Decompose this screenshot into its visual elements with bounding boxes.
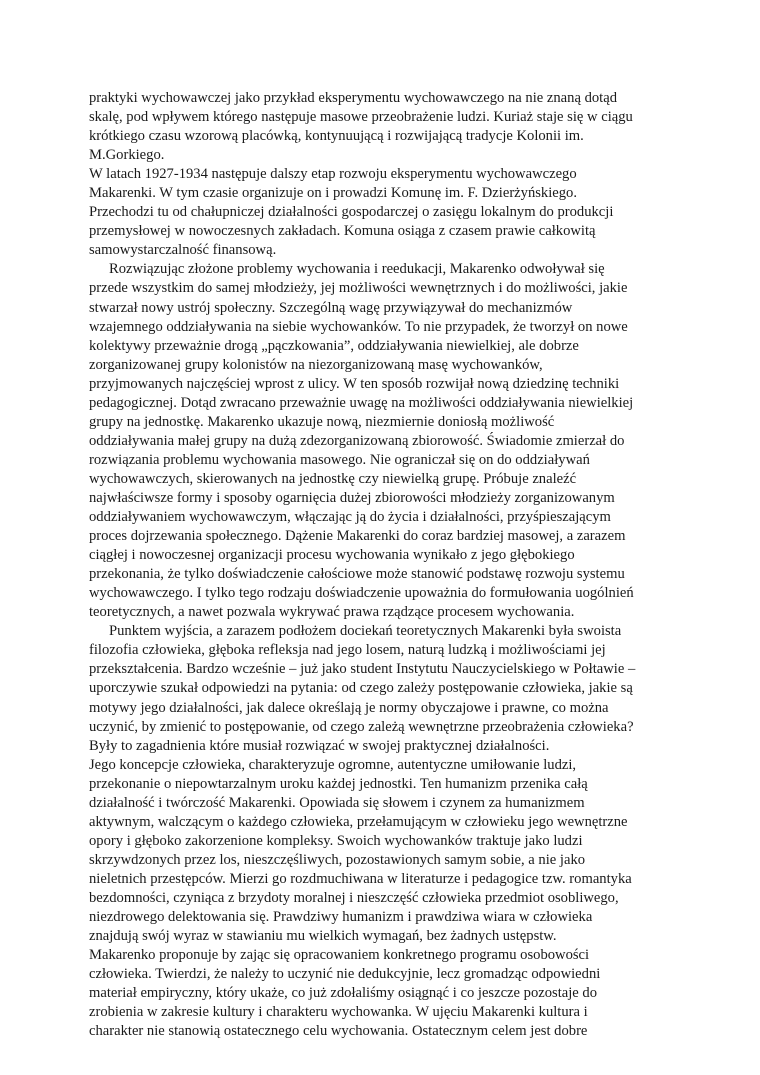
text-line: uporczywie szukał odpowiedzi na pytania: od czego zależy postępowanie człowieka, jakie są [89, 680, 633, 697]
text-line: znajdują swój wyraz w stawianiu mu wielkich wymagań, bez żadnych ustępstw. [89, 928, 557, 945]
text-line: proces dojrzewania społecznego. Dążenie Makarenki do coraz bardziej masowej, a zarazem [89, 528, 626, 545]
text-line: przekonanie o niepowtarzalnym uroku każdej jednostki. Ten humanizm przenika całą [89, 775, 588, 792]
text-line: przemysłowej w nowoczesnych zakładach. Komuna osiąga z czasem prawie całkowitą [89, 223, 596, 240]
text-line: Punktem wyjścia, a zarazem podłożem dociekań teoretycznych Makarenki była swoista [109, 623, 622, 640]
text-line: wzajemnego oddziaływania na siebie wychowanków. To nie przypadek, że tworzył on nowe [89, 318, 628, 335]
text-line: aktywnym, walczącym o każdego człowieka, przełamującym w człowieku jego wewnętrzne [89, 813, 628, 830]
text-line: stwarzał nowy ustrój społeczny. Szczególną wagę przywiązywał do mechanizmów [89, 299, 573, 316]
text-line: oddziaływania małej grupy na dużą zdezorganizowaną zbiorowość. Świadomie zmierzał do [89, 432, 625, 449]
text-line: przekonania, że tylko doświadczenie całościowe może stanowić podstawę rozwoju systemu [89, 566, 625, 583]
text-line: motywy jego działalności, jak dalece określają je normy obyczajowe i prawne, co można [89, 699, 609, 716]
text-line: zorganizowanej grupy kolonistów na niezorganizowaną masę wychowanków, [89, 356, 543, 373]
text-line: przyjmowanych najczęściej wprost z ulicy. W ten sposób rozwijał nową dziedzinę techniki [89, 375, 620, 392]
text-line: kolektywy przeważnie drogą „pączkowania”, oddziaływania niewielkiej, ale dobrze [89, 337, 579, 354]
text-line: Makarenko proponuje by zając się opracowaniem konkretnego programu osobowości [89, 947, 590, 964]
text-line: samowystarczalność finansową. [89, 242, 277, 259]
text-line: M.Gorkiego. [89, 147, 165, 164]
text-line: najwłaściwsze formy i sposoby ogarnięcia dużej zbiorowości młodzieży zorganizowanym [89, 489, 615, 506]
text-line: pedagogicznej. Dotąd zwracano przeważnie uwagę na możliwości oddziaływania niewielkiej [89, 394, 634, 411]
text-line: przede wszystkim do samej młodzieży, jej możliwości wewnętrznych i do możliwości, jakie [89, 280, 628, 297]
text-line: krótkiego czasu wzorową placówką, kontynuującą i rozwijającą tradycje Kolonii im. [89, 128, 584, 145]
text-line: teoretycznych, a nawet pozwala wykrywać prawa rządzące procesem wychowania. [89, 604, 575, 621]
text-line: uczynić, by zmienić to postępowanie, od czego zależą wewnętrzne przeobrażenia człowieka? [89, 718, 634, 735]
text-line: skrzywdzonych przez los, nieszczęśliwych, pozostawionych samym sobie, a nie jako [89, 851, 586, 868]
text-line: niezdrowego delektowania się. Prawdziwy humanizm i prawdziwa wiara w człowieka [89, 909, 593, 926]
text-line: zrobienia w zakresie kultury i charakteru wychowanka. W ujęciu Makarenki kultura i [89, 1004, 588, 1021]
text-line: rozwiązania problemu wychowania masowego. Nie ograniczał się on do oddziaływań [89, 451, 590, 468]
text-line: ciągłej i nowoczesnej organizacji procesu wychowania wynikało z jego głębokiego [89, 547, 575, 564]
text-line: Przechodzi tu od chałupniczej działalności gospodarczej o zasięgu lokalnym do produkcji [89, 204, 614, 221]
text-line: oddziaływaniem wychowawczym, włączając ją do życia i działalności, przyśpieszającym [89, 509, 611, 526]
text-line: Były to zagadnienia które musiał rozwiązać w swojej praktycznej działalności. [89, 737, 550, 754]
text-line: wychowawczego. I tylko tego rodzaju doświadczenie upoważnia do formułowania uogólnień [89, 585, 634, 602]
text-line: skalę, pod wpływem którego następuje masowe przeobrażenie ludzi. Kuriaż staje się w ciągu [89, 109, 633, 126]
text-line: opory i głęboko zakorzenione kompleksy. Swoich wychowanków traktuje jako ludzi [89, 832, 583, 849]
text-line: przekształcenia. Bardzo wcześnie – już jako student Instytutu Nauczycielskiego w Połtawie – [89, 661, 636, 678]
text-line: Rozwiązując złożone problemy wychowania i reedukacji, Makarenko odwoływał się [109, 261, 605, 278]
text-line: charakter nie stanowią ostatecznego celu wychowania. Ostatecznym celem jest dobre [89, 1023, 588, 1040]
text-line: Jego koncepcje człowieka, charakteryzuje ogromne, autentyczne umiłowanie ludzi, [89, 756, 577, 773]
text-line: materiał empiryczny, który ukaże, co już zdołaliśmy osiągnąć i co jeszcze pozostaje do [89, 985, 598, 1002]
text-line: praktyki wychowawczej jako przykład eksperymentu wychowawczego na nie znaną dotąd [89, 90, 618, 106]
document-body [89, 89, 679, 1041]
text-line: wychowawczych, skierowanych na jednostkę czy niewielką grupę. Próbuje znaleźć [89, 470, 577, 487]
text-line: grupy na jednostkę. Makarenko ukazuje nową, niezmiernie doniosłą możliwość [89, 413, 555, 430]
text-line: filozofia człowieka, głęboka refleksja nad jego losem, naturą ludzką i możliwościami jej [89, 642, 606, 659]
text-line: Makarenki. W tym czasie organizuje on i prowadzi Komunę im. F. Dzierżyńskiego. [89, 185, 577, 202]
text-line: człowieka. Twierdzi, że należy to uczynić nie dedukcyjnie, lecz gromadząc odpowiedni [89, 966, 601, 983]
text-line: nieletnich przestępców. Mierzi go rozdmuchiwana w literaturze i pedagogice tzw. romantyka [89, 870, 632, 887]
text-line: W latach 1927-1934 następuje dalszy etap rozwoju eksperymentu wychowawczego [89, 166, 577, 183]
text-line: działalność i twórczość Makarenki. Opowiada się słowem i czynem za humanizmem [89, 794, 585, 811]
text-line: bezdomności, czyniąca z brzydoty moralnej i nieszczęść człowieka przedmiot osobliwego, [89, 889, 619, 906]
